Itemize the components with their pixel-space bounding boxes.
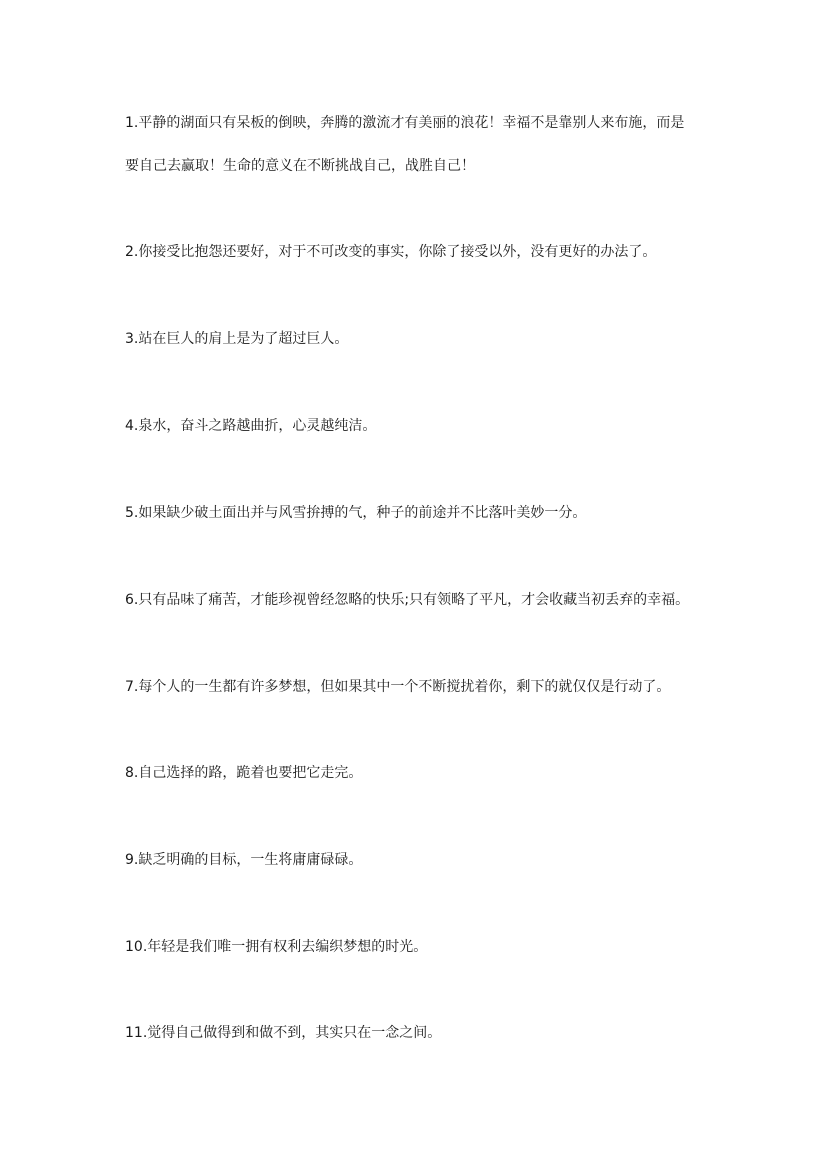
quote-8: 8.自己选择的路，跪着也要把它走完。 <box>125 765 363 781</box>
quote-1-line-1: 1.平静的湖面只有呆板的倒映，奔腾的激流才有美丽的浪花！幸福不是靠别人来布施，而是 <box>125 115 685 131</box>
quote-1-line-2: 要自己去赢取！生命的意义在不断挑战自己，战胜自己！ <box>125 158 475 174</box>
quote-9: 9.缺乏明确的目标，一生将庸庸碌碌。 <box>125 852 363 868</box>
quote-5: 5.如果缺少破土面出并与风雪拚搏的气，种子的前途并不比落叶美妙一分。 <box>125 505 587 521</box>
quote-10: 10.年轻是我们唯一拥有权利去编织梦想的时光。 <box>125 939 428 955</box>
quote-3: 3.站在巨人的肩上是为了超过巨人。 <box>125 331 349 347</box>
quote-11: 11.觉得自己做得到和做不到，其实只在一念之间。 <box>125 1025 442 1041</box>
quote-6: 6.只有品味了痛苦，才能珍视曾经忽略的快乐;只有领略了平凡，才会收藏当初丢弃的幸福。 <box>125 592 690 608</box>
quote-2: 2.你接受比抱怨还要好，对于不可改变的事实，你除了接受以外，没有更好的办法了。 <box>125 244 657 260</box>
quote-4: 4.泉水，奋斗之路越曲折，心灵越纯洁。 <box>125 418 377 434</box>
quote-7: 7.每个人的一生都有许多梦想，但如果其中一个不断搅扰着你，剩下的就仅仅是行动了。 <box>125 679 671 695</box>
